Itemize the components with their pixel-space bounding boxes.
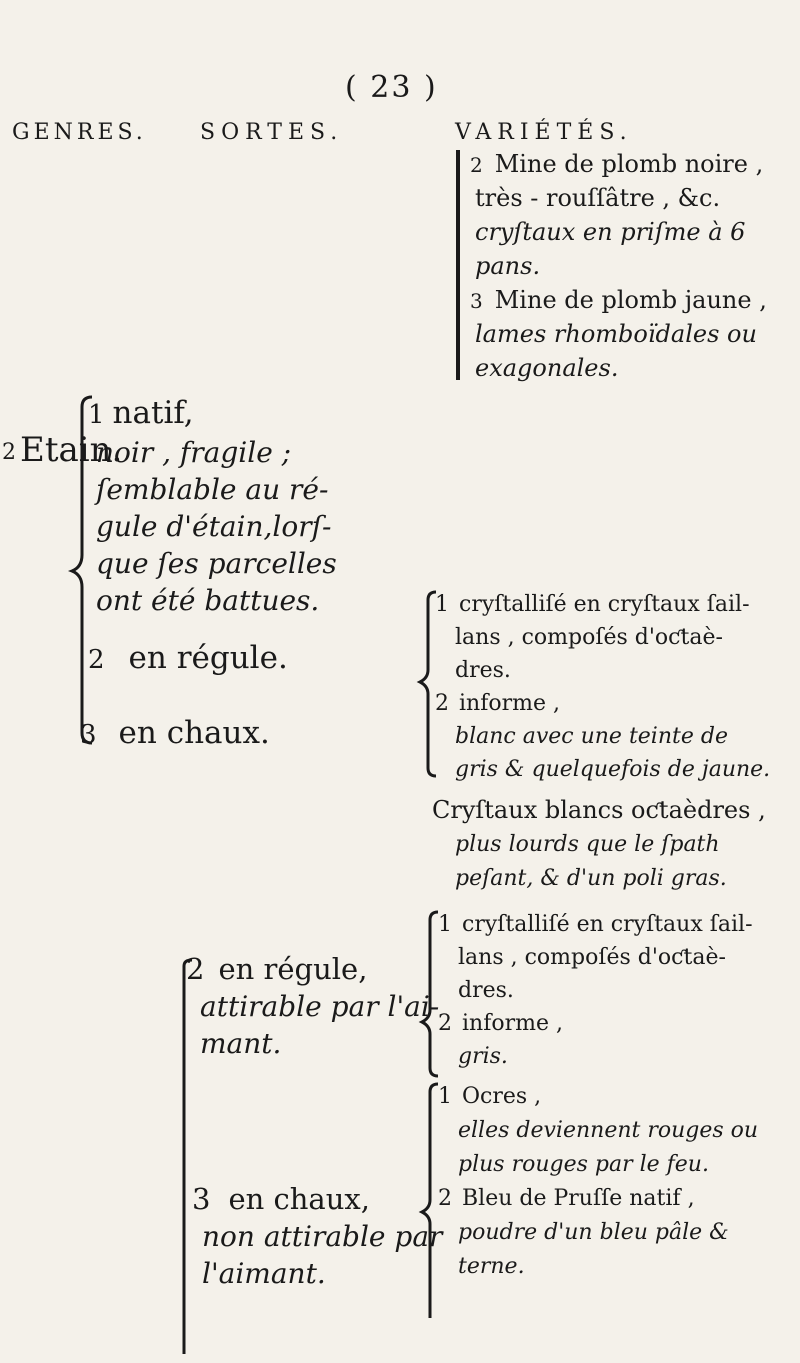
varietes-regule-brace xyxy=(418,590,440,780)
variete-line: lames rhomboïdales ou xyxy=(475,320,757,348)
sorte-desc-line: gule d'étain,lorſ- xyxy=(96,510,332,543)
sortes-brace xyxy=(68,395,98,745)
sorte-2-regule: 2 en régule, xyxy=(186,952,368,986)
variete-line: dres. xyxy=(455,658,511,683)
genre-name: Etain. xyxy=(20,430,123,470)
page-number: ( 23 ) xyxy=(345,70,438,105)
variete-line: 1 Ocres , xyxy=(438,1084,542,1109)
sorte-desc-line: l'aimant. xyxy=(202,1257,326,1290)
variete-line: 3 Mine de plomb jaune , xyxy=(470,286,767,314)
sorte-desc-line: ont été battues. xyxy=(96,584,320,617)
variete-line: plus rouges par le feu. xyxy=(458,1152,709,1177)
variete-line: 2 informe , xyxy=(435,691,560,716)
sorte-3-chaux: 3 en chaux, xyxy=(192,1182,370,1216)
sorte-desc-line: non attirable par xyxy=(202,1220,443,1253)
variete-line: 1 cryſtalliſé en cryſtaux ſail- xyxy=(438,912,753,937)
sorte-2: 2 en régule. xyxy=(88,640,288,676)
sorte-desc-line: attirable par l'ai- xyxy=(200,990,440,1023)
variete-line: lans , compoſés d'oƈtaè- xyxy=(458,945,726,970)
variete-line: lans , compoſés d'oƈtaè- xyxy=(455,625,723,650)
variete-line: 2 Mine de plomb noire , xyxy=(470,150,764,178)
variete-line: peſant, & d'un poli gras. xyxy=(455,866,727,891)
variete-line: blanc avec une teinte de xyxy=(455,724,728,749)
variete-line: terne. xyxy=(458,1254,525,1279)
variete-line: 1 cryſtalliſé en cryſtaux ſail- xyxy=(435,592,750,617)
header-genres: GENRES. xyxy=(12,120,147,145)
sorte-desc-line: ſemblable au ré- xyxy=(96,473,329,506)
variete-line: 2 Bleu de Pruſſe natif , xyxy=(438,1186,695,1211)
sorte-1: 1 natif, xyxy=(88,395,194,431)
sortes-brace-2 xyxy=(172,958,196,1358)
variete-line: elles deviennent rouges ou xyxy=(458,1118,759,1143)
variete-line: très - rouſſâtre , &c. xyxy=(475,184,721,212)
sorte-desc-line: mant. xyxy=(200,1027,282,1060)
sorte-3: 3 en chaux. xyxy=(80,715,270,751)
variete-line: poudre d'un bleu pâle & xyxy=(458,1220,729,1245)
variete-line: pans. xyxy=(475,252,541,280)
header-varietes: VARIÉTÉS. xyxy=(455,120,633,145)
variete-line: dres. xyxy=(458,978,514,1003)
genre-number: 2 xyxy=(2,440,16,465)
variete-line: cryſtaux en priſme à 6 xyxy=(475,218,746,246)
variete-line: exagonales. xyxy=(475,354,619,382)
top-varietes-bracket xyxy=(456,150,460,380)
sorte-desc-line: que ſes parcelles xyxy=(96,547,337,580)
sorte-desc-line: noir , fragile ; xyxy=(96,436,292,469)
variete-line: gris. xyxy=(458,1044,508,1069)
variete-line: 2 informe , xyxy=(438,1011,563,1036)
header-sortes: SORTES. xyxy=(200,120,344,145)
variete-line: plus lourds que le ſpath xyxy=(455,832,720,857)
variete-line: Cryſtaux blancs oƈtaèdres , xyxy=(432,796,766,824)
variete-line: gris & quelquefois de jaune. xyxy=(455,757,771,782)
